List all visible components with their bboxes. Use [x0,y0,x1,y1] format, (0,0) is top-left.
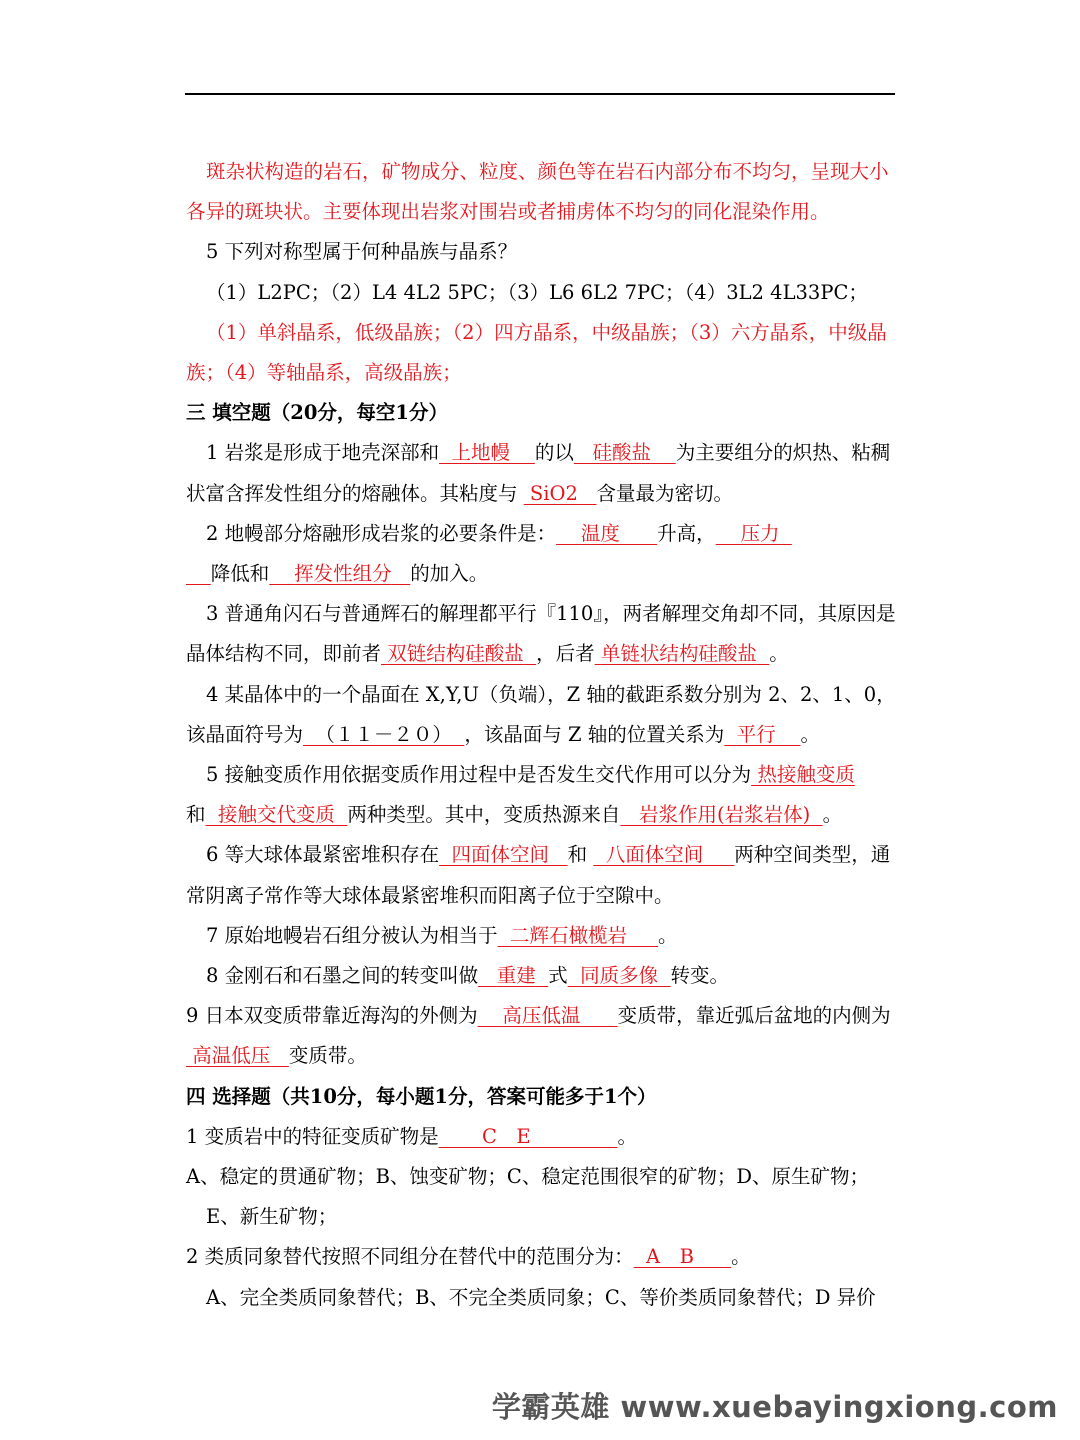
fill-5-answer-2: 接触交代变质 [217,803,335,827]
fill-1: 1 岩浆是形成于地壳深部和 上地幔 的以 硅酸盐 为主要组分的炽热、粘稠状富含挥发性组分的熔融体。其粘度与 SiO2 含量最为密切。 [186,441,891,505]
fill-4-answer-1: （１１－２０） [315,722,452,746]
fill-2-answer-1: 温度 [580,521,620,545]
watermark: 学霸英雄 www.xuebayingxiong.com [491,1390,1058,1424]
choice-2-options: A、完全类质同象替代；B、不完全类质同象；C、等价类质同象替代；D 异价 [206,1285,876,1309]
fill-9: 9 日本双变质带靠近海沟的外侧为 高压低温 变质带，靠近弧后盆地的内侧为 高温低压 变质带。 [186,1004,891,1068]
fill-8-answer-2: 同质多像 [580,964,659,988]
choice-1-answer: C E [482,1124,531,1148]
section-3-title: 三 填空题（20分，每空1分） [186,401,448,425]
fill-8-answer-1: 重建 [496,964,536,988]
header-rule [185,93,895,95]
fill-9-answer-1: 高压低温 [502,1004,581,1028]
fill-4-answer-2: 平行 [736,722,776,746]
fill-8: 8 金刚石和石墨之间的转变叫做 重建 式 同质多像 转变。 [206,964,729,988]
section-4-title: 四 选择题（共10分，每小题1分，答案可能多于1个） [186,1084,657,1108]
question-5-title: 5 下列对称型属于何种晶族与晶系？ [206,240,518,264]
fill-7: 7 原始地幔岩石组分被认为相当于 二辉石橄榄岩 。 [206,923,678,947]
fill-4: 4 某晶体中的一个晶面在 X,Y,U（负端），Z 轴的截距系数分别为 2、2、1、0，该晶面符号为 （１１－２０） ，该晶面与 Z 轴的位置关系为 平行 。 [186,682,896,746]
fill-7-answer-1: 二辉石橄榄岩 [510,923,628,947]
fill-1-answer-2: 硅酸盐 [592,441,651,465]
document-body [186,152,896,1318]
fill-3: 3 普通角闪石与普通辉石的解理都平行『110』，两者解理交角却不同，其原因是晶体结构不同，即前者 双链结构硅酸盐 ，后者 单链状结构硅酸盐 。 [186,602,896,666]
question-5-items: （1）L2PC；（2）L4 4L2 5PC；（3）L6 6L2 7PC；（4）3L2 4L33PC； [206,280,868,304]
fill-3-answer-1: 双链结构硅酸盐 [387,642,524,666]
fill-2-answer-2: 压力 [740,521,780,545]
fill-6-answer-1: 四面体空间 [451,843,550,867]
fill-6-answer-2: 八面体空间 [605,843,704,867]
fill-1-answer-1: 上地幔 [451,441,511,465]
choice-1-stem: 1 变质岩中的特征变质矿物是 C E 。 [186,1124,637,1148]
fill-5-answer-1: 热接触变质 [757,763,855,787]
fill-3-answer-2: 单链状结构硅酸盐 [600,642,757,666]
fill-6: 6 等大球体最紧密堆积存在 四面体空间 和 八面体空间 两种空间类型，通常阴离子常作等大球体最紧密堆积而阳离子位于空隙中。 [186,843,891,907]
question-5-answer: （1）单斜晶系，低级晶族；（2）四方晶系，中级晶族；（3）六方晶系，中级晶族；（4）等轴晶系，高级晶族； [186,320,887,385]
fill-9-answer-2: 高温低压 [192,1044,271,1068]
fill-2: 2 地幔部分熔融形成岩浆的必要条件是： 温度 升高， 压力 降低和 挥发性组分 的加入。 [206,521,780,586]
mottled-structure-paragraph: 斑杂状构造的岩石，矿物成分、粒度、颜色等在岩石内部分布不均匀，呈现大小各异的斑块状。主要体现出岩浆对围岩或者捕虏体不均匀的同化混染作用。 [186,160,889,224]
fill-5: 5 接触变质作用依据变质作用过程中是否发生交代作用可以分为 热接触变质 和 接触交代变质 两种类型。其中，变质热源来自 岩浆作用(岩浆岩体) 。 [186,763,855,827]
fill-1-answer-3: SiO2 [529,481,578,505]
choice-1-options: A、稳定的贯通矿物；B、蚀变矿物；C、稳定范围很窄的矿物；D、原生矿物；E、新生矿物； [186,1165,869,1229]
choice-2-stem: 2 类质同象替代按照不同组分在替代中的范围分为： A B 。 [186,1245,751,1269]
fill-2-answer-3: 挥发性组分 [294,562,392,586]
fill-5-answer-3: 岩浆作用(岩浆岩体) [638,803,811,827]
choice-2-answer: A B [646,1245,694,1269]
